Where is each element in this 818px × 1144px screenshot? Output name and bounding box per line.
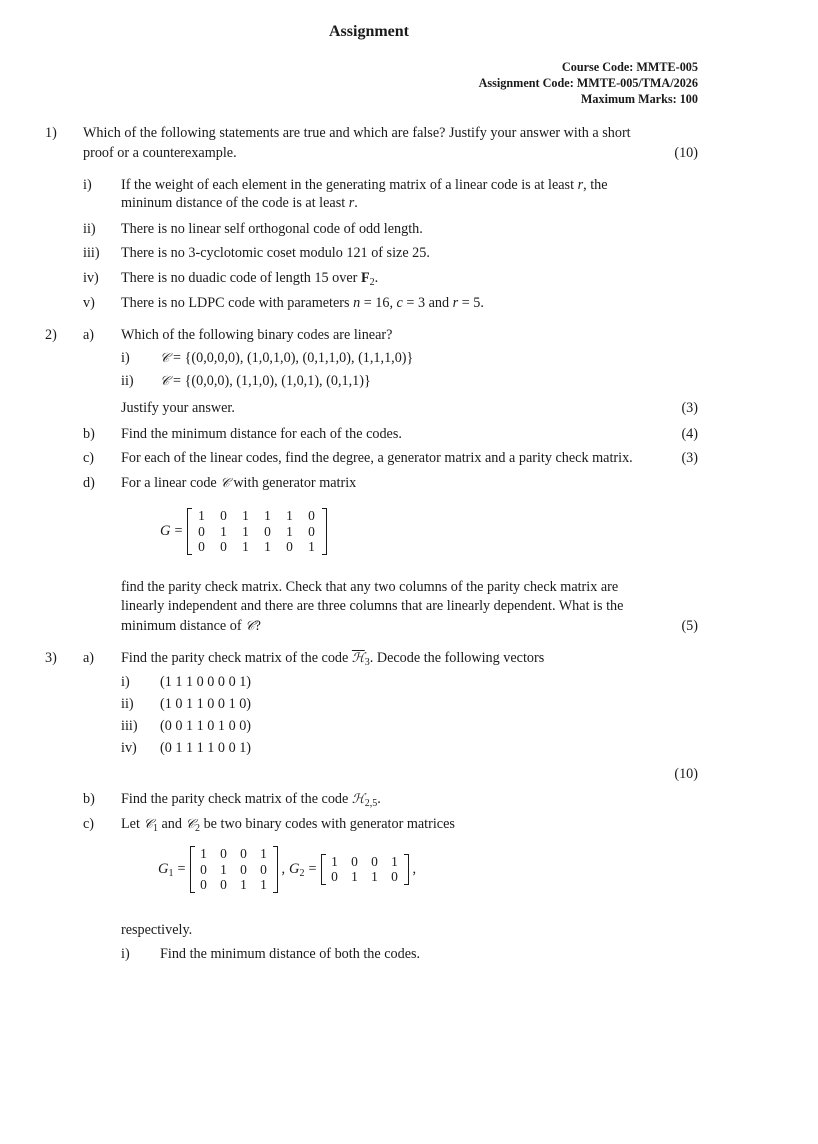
- q3a-vector-iii-label: iii): [121, 718, 138, 734]
- question-1-text-line2: proof or a counterexample.: [83, 145, 237, 161]
- q2a-text: Which of the following binary codes are linear?: [121, 327, 393, 343]
- q2a-marks: (3): [681, 400, 698, 416]
- q3a-vector-i-label: i): [121, 674, 130, 690]
- q2b-marks: (4): [681, 426, 698, 442]
- q2b-text: Find the minimum distance for each of the codes.: [121, 426, 402, 442]
- matrix-G-body: 1 0 1 1 1 0 0 1 1 0 1 0 0 0 1 1 0 1: [187, 508, 327, 555]
- q3a-label: a): [83, 650, 95, 666]
- q1-item-iv-text: There is no duadic code of length 15 over $F_2$.: [121, 270, 379, 288]
- q2d-follow-line2: linearly independent and there are three columns that are linearly dependent. What is the: [121, 598, 624, 614]
- q3a-vector-iv: (0 1 1 1 1 0 0 1): [160, 740, 252, 756]
- q2d-label: d): [83, 475, 95, 491]
- q2c-text: For each of the linear codes, find the degree, a generator matrix and a parity check matrix.: [121, 450, 633, 466]
- page-title: Assignment: [329, 23, 410, 40]
- q3a-vector-ii-label: ii): [121, 696, 134, 712]
- q1-item-iv-label: iv): [83, 270, 99, 286]
- matrix-G1-body: 1 0 0 1 0 1 0 0 0 0 1 1: [190, 846, 278, 893]
- q2b-label: b): [83, 426, 95, 442]
- q1-item-ii-label: ii): [83, 221, 96, 237]
- q3a-marks: (10): [674, 766, 698, 782]
- q3c-sub-i-label: i): [121, 946, 130, 962]
- q2a-code-ii: 𝒞 = {(0,0,0), (1,1,0), (1,0,1), (0,1,1)}: [160, 373, 371, 389]
- q1-item-v-label: v): [83, 295, 95, 311]
- q1-item-iii-text: There is no 3-cyclotomic coset modulo 121 of size 25.: [121, 245, 430, 261]
- q3a-vector-i: (1 1 1 0 0 0 0 1): [160, 674, 252, 690]
- q3c-text: Let 𝒞$_1$ and 𝒞$_2$ be two binary codes with generator matrices: [121, 816, 455, 834]
- q3c-label: c): [83, 816, 95, 832]
- generator-matrices-G1-G2: $G_1$ = 1 0 0 1 0 1 0 0 0 0 1 1 , $G_2$ = 1 0 0 1 0 1 1 0 ,: [158, 846, 417, 892]
- q3a-text: Find the parity check matrix of the code ℋ$_3$. Decode the following vectors: [121, 650, 545, 668]
- q2a-justify: Justify your answer.: [121, 400, 235, 416]
- q3a-vector-iii: (0 0 1 1 0 1 0 0): [160, 718, 252, 734]
- q2c-label: c): [83, 450, 95, 466]
- q2a-code-i-label: i): [121, 350, 130, 366]
- course-code: Course Code: MMTE-005: [561, 60, 698, 74]
- q3b-label: b): [83, 791, 95, 807]
- maximum-marks: Maximum Marks: 100: [580, 92, 698, 106]
- q3c-sub-i-text: Find the minimum distance of both the codes.: [160, 946, 421, 962]
- q1-item-iii-label: iii): [83, 245, 100, 261]
- q1-item-i-line2: mininum distance of the code is at least r.: [121, 195, 358, 211]
- q2a-label: a): [83, 327, 95, 343]
- question-1-text-line1: Which of the following statements are true and which are false? Justify your answer with a short: [83, 125, 631, 141]
- q3a-vector-ii: (1 0 1 1 0 0 1 0): [160, 696, 252, 712]
- q2d-follow-line3: minimum distance of 𝒞?: [121, 618, 261, 634]
- q2c-marks: (3): [681, 450, 698, 466]
- generator-matrix-G: G = 1 0 1 1 1 0 0 1 1 0 1 0 0 0 1 1 0 1: [160, 508, 327, 555]
- q2d-text: For a linear code 𝒞 with generator matrix: [121, 475, 357, 491]
- q2a-code-i: 𝒞 = {(0,0,0,0), (1,0,1,0), (0,1,1,0), (1,1,1,0)}: [160, 350, 414, 366]
- q2d-marks: (5): [681, 618, 698, 634]
- q1-item-v-text: There is no LDPC code with parameters n = 16, c = 3 and r = 5.: [121, 295, 484, 311]
- q3b-text: Find the parity check matrix of the code ℋ$_{2,5}$.: [121, 791, 381, 809]
- q1-item-i-label: i): [83, 177, 92, 193]
- question-3-number: 3): [45, 650, 57, 666]
- question-2-number: 2): [45, 327, 57, 343]
- q2d-follow-line1: find the parity check matrix. Check that any two columns of the parity check matrix are: [121, 579, 619, 595]
- q1-item-i-line1: If the weight of each element in the generating matrix of a linear code is at least r, the: [121, 177, 608, 193]
- q2a-code-ii-label: ii): [121, 373, 134, 389]
- q3a-vector-iv-label: iv): [121, 740, 137, 756]
- matrix-G2-body: 1 0 0 1 0 1 1 0: [321, 854, 409, 885]
- question-1-marks: (10): [674, 145, 698, 161]
- q1-item-ii-text: There is no linear self orthogonal code of odd length.: [121, 221, 423, 237]
- assignment-code: Assignment Code: MMTE-005/TMA/2026: [478, 76, 698, 90]
- question-1-number: 1): [45, 125, 57, 141]
- q3c-respectively: respectively.: [121, 922, 193, 938]
